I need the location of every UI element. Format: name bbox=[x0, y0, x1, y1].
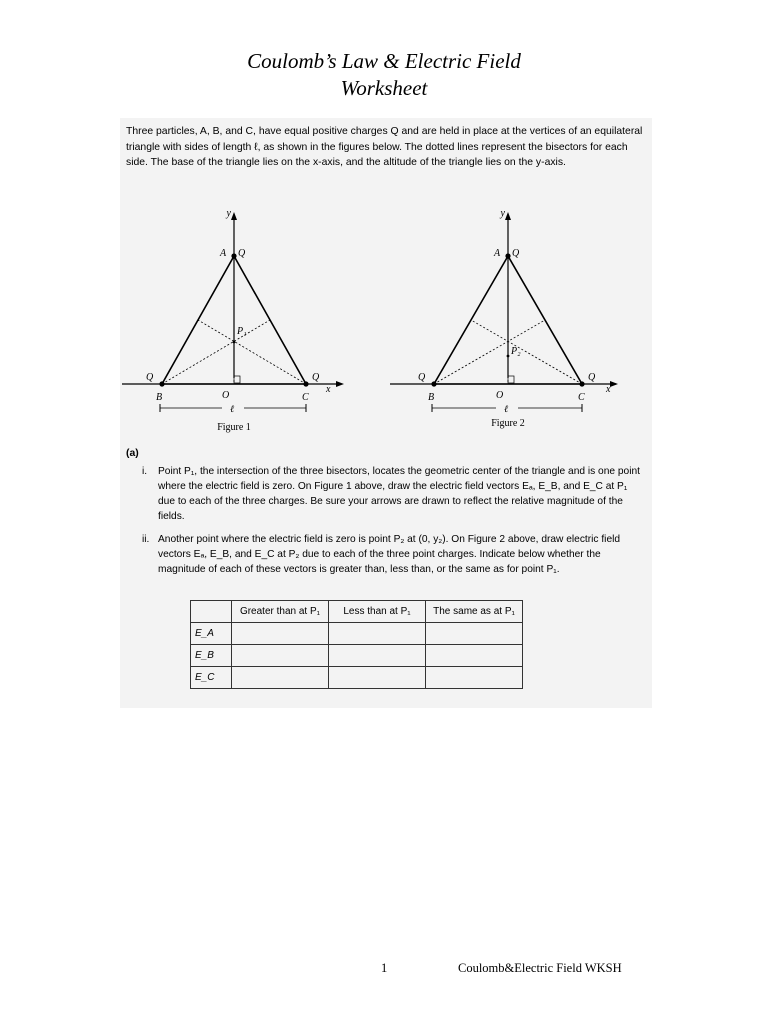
question-i bbox=[142, 464, 642, 524]
y-axis-label: y bbox=[500, 208, 505, 219]
vertex-c-label: C bbox=[302, 392, 309, 403]
scanned-problem bbox=[120, 118, 652, 708]
origin-label: O bbox=[496, 390, 504, 401]
vertex-b-label: B bbox=[428, 392, 435, 403]
part-a-label: (a) bbox=[126, 448, 139, 459]
header-same: The same as at P₁ bbox=[426, 601, 523, 623]
charge-b-label: Q bbox=[418, 372, 426, 383]
side-length-label: ℓ bbox=[504, 404, 509, 415]
x-axis-label: x bbox=[326, 384, 331, 395]
figure-1-caption: Figure 1 bbox=[217, 422, 251, 433]
row-label-eb: E_B bbox=[191, 645, 232, 667]
charge-a-label: Q bbox=[512, 248, 520, 259]
page-number: 1 bbox=[381, 961, 388, 975]
row-label-ea: E_A bbox=[191, 623, 232, 645]
table-corner-cell bbox=[191, 601, 232, 623]
side-length-label: ℓ bbox=[230, 404, 235, 415]
figure-2-caption: Figure 2 bbox=[491, 418, 525, 429]
x-axis-label: x bbox=[606, 384, 611, 395]
figure-2-diagram bbox=[390, 206, 618, 436]
answer-cell[interactable] bbox=[232, 667, 329, 689]
vertex-a-label: A bbox=[494, 248, 501, 259]
vertex-b-label: B bbox=[156, 392, 163, 403]
charge-c-label: Q bbox=[312, 372, 320, 383]
answer-cell[interactable] bbox=[426, 667, 523, 689]
worksheet-title: Coulomb’s Law & Electric Field bbox=[247, 49, 521, 73]
charge-b-label: Q bbox=[146, 372, 154, 383]
comparison-table bbox=[190, 600, 523, 689]
worksheet-subtitle: Worksheet bbox=[340, 76, 428, 100]
vertex-a-label: A bbox=[220, 248, 227, 259]
answer-cell[interactable] bbox=[232, 623, 329, 645]
charge-a-label: Q bbox=[238, 248, 246, 259]
header-less: Less than at P₁ bbox=[329, 601, 426, 623]
figure-1-diagram bbox=[122, 206, 350, 436]
footer-text: Coulomb&Electric Field WKSH bbox=[458, 961, 622, 975]
figure-1 bbox=[122, 206, 350, 436]
charge-c-label: Q bbox=[588, 372, 596, 383]
table-row bbox=[191, 645, 523, 667]
question-i-text: Point P₁, the intersection of the three bisectors, locates the geometric center of the triangle and is one point where the electric field is zero. On Figure 1 above, draw the electric field vectors Eₐ, E_B, and E_C at P₁ due to each of the three charges. Be sure your arrows are drawn to reflect the relative magnitude of the fields. bbox=[158, 466, 640, 522]
answer-cell[interactable] bbox=[329, 645, 426, 667]
table-header-row bbox=[191, 601, 523, 623]
question-ii-text: Another point where the electric field is zero is point P₂ at (0, y₂). On Figure 2 above, draw electric field vectors Eₐ, E_B, and E_C at P₂ due to each of the three point charges. Indicate below whether the magnitude of each of these vectors is greater than, less than, or the same as for point P₁. bbox=[158, 534, 621, 575]
table-row bbox=[191, 667, 523, 689]
question-ii bbox=[142, 532, 642, 577]
answer-cell[interactable] bbox=[329, 667, 426, 689]
answer-cell[interactable] bbox=[426, 623, 523, 645]
point-p2-label: P₂ bbox=[511, 346, 521, 357]
question-ii-number: ii. bbox=[142, 534, 150, 545]
header-greater: Greater than at P₁ bbox=[232, 601, 329, 623]
figure-2 bbox=[390, 206, 618, 436]
y-axis-label: y bbox=[226, 208, 231, 219]
origin-label: O bbox=[222, 390, 230, 401]
answer-cell[interactable] bbox=[232, 645, 329, 667]
vertex-c-label: C bbox=[578, 392, 585, 403]
problem-intro: Three particles, A, B, and C, have equal positive charges Q and are held in place at the vertices of an equilateral triangle with sides of length ℓ, as shown in the figures below. The dotted lines represent the bisectors for each side. The base of the triangle lies on the x-axis, and the altitude of the triangle lies on the y-axis. bbox=[126, 126, 643, 168]
question-i-number: i. bbox=[142, 466, 148, 477]
point-p1-label: P₁ bbox=[237, 326, 247, 337]
table-row bbox=[191, 623, 523, 645]
row-label-ec: E_C bbox=[191, 667, 232, 689]
answer-cell[interactable] bbox=[426, 645, 523, 667]
answer-cell[interactable] bbox=[329, 623, 426, 645]
